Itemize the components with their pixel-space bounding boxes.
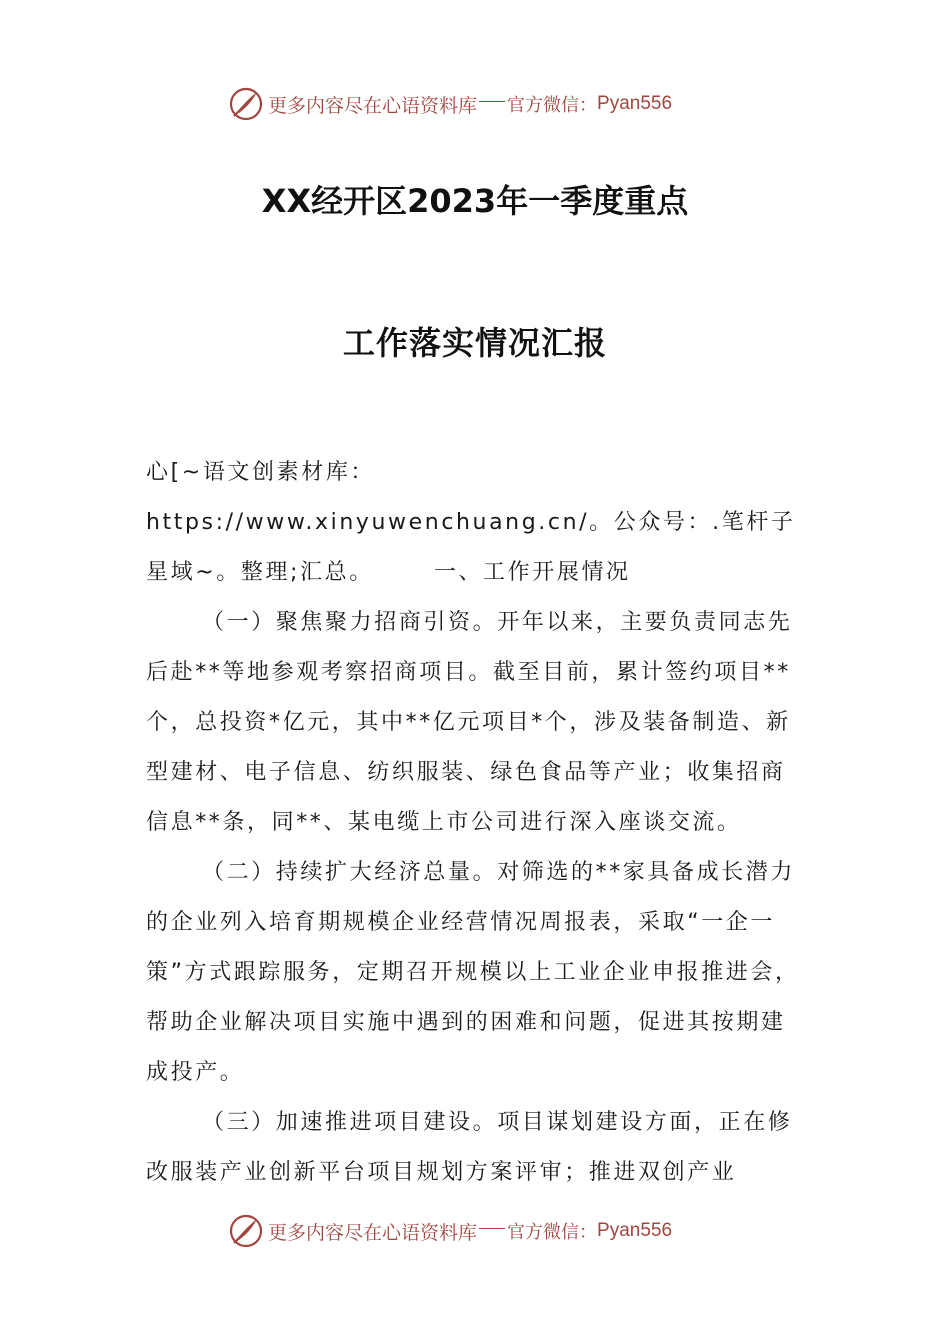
- watermark-text: 更多内容尽在心语资料库: [268, 94, 478, 117]
- watermark-dash: [479, 1228, 505, 1229]
- watermark-text: 更多内容尽在心语资料库: [268, 1221, 478, 1244]
- section-heading: 一、工作开展情况: [433, 560, 631, 585]
- document-title-line-2: 工作落实情况汇报: [342, 324, 607, 362]
- watermark-dash: [479, 101, 505, 102]
- paragraph-3: （三）加速推进项目建设。项目谋划建设方面，正在修改服装产业创新平台项目规划方案评审；推进双创产业: [146, 1110, 793, 1185]
- paragraph-1: （一）聚焦聚力招商引资。开年以来，主要负责同志先后赴**等地参观考察招商项目。截至目前，累计签约项目**个，总投资*亿元，其中**亿元项目*个，涉及装备制造、新型建材、电子信息、纺织服装、绿色食品等产业；收集招商信息**条，同**、某电缆上市公司进行深入座谈交流。: [146, 610, 793, 835]
- footer-watermark-banner: [228, 1211, 728, 1251]
- intro-paragraph: [146, 448, 806, 598]
- quill-logo-icon: [228, 86, 264, 122]
- document-body: [146, 448, 806, 1198]
- wechat-id: Pyan556: [597, 93, 673, 114]
- wechat-label: 官方微信：: [507, 1222, 598, 1243]
- wechat-label: 官方微信：: [507, 95, 598, 116]
- quill-logo-icon: [228, 1213, 264, 1249]
- header-watermark-banner: [228, 84, 728, 124]
- source-note: 心[~语文创素材库：https://www.xinyuwenchuang.cn/。公众号：.笔杆子星域~。整理;汇总。: [146, 460, 796, 585]
- document-title-line-1: XX经开区2023年一季度重点: [261, 182, 689, 220]
- paragraph-2: （二）持续扩大经济总量。对筛选的**家具备成长潜力的企业列入培育期规模企业经营情况周报表，采取“一企一策”方式跟踪服务，定期召开规模以上工业企业申报推进会，帮助企业解决项目实施中遇到的困难和问题，促进其按期建成投产。: [146, 860, 800, 1085]
- wechat-id: Pyan556: [597, 1220, 673, 1241]
